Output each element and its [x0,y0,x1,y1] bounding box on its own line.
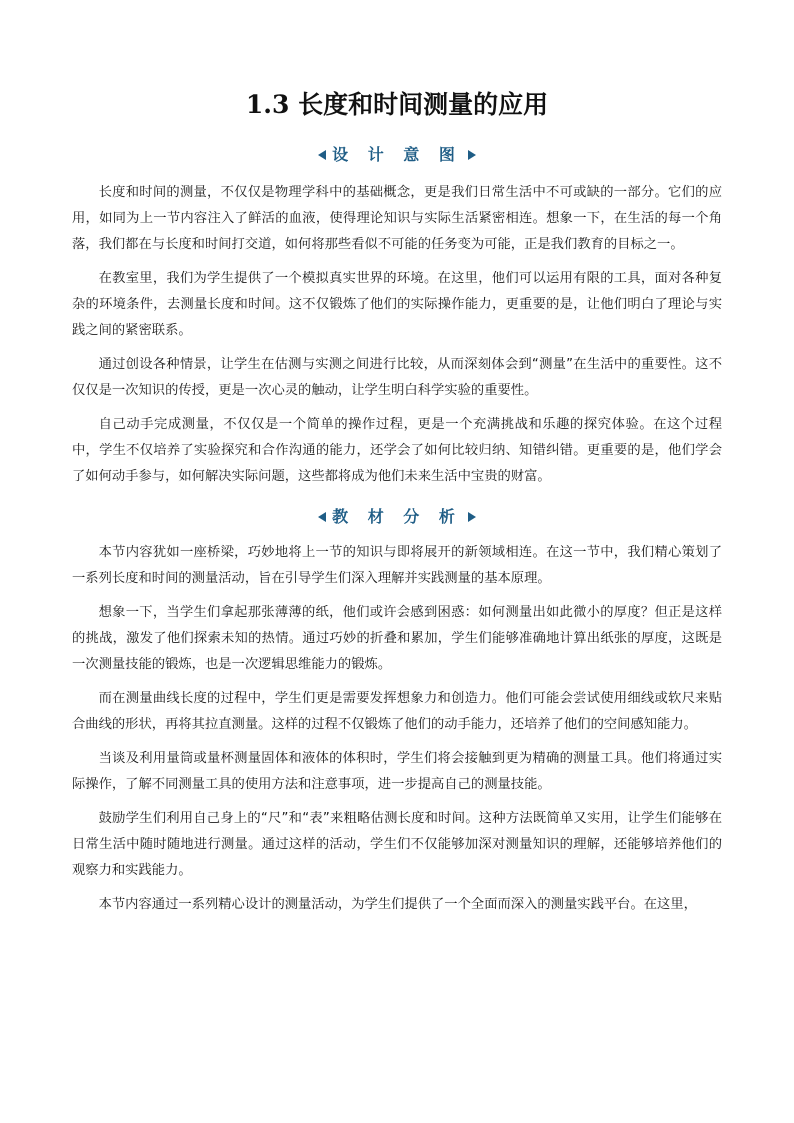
paragraph: 想象一下，当学生们拿起那张薄薄的纸，他们或许会感到困惑：如何测量出如此微小的厚度？但正是这样的挑战，激发了他们探索未知的热情。通过巧妙的折叠和累加，学生们能够准确地计算出纸张的厚度，这既是一次测量技能的锻炼，也是一次逻辑思维能力的锻炼。 [72,605,722,672]
paragraph: 而在测量曲线长度的过程中，学生们更是需要发挥想象力和创造力。他们可能会尝试使用细线或软尺来贴合曲线的形状，再将其拉直测量。这样的过程不仅锻炼了他们的动手能力，还培养了他们的空间感知能力。 [72,691,722,732]
section-heading-design-intent [72,144,722,166]
paragraph: 长度和时间的测量，不仅仅是物理学科中的基础概念，更是我们日常生活中不可或缺的一部分。它们的应用，如同为上一节内容注入了鲜活的血液，使得理论知识与实际生活紧密相连。想象一下，在生活的每一个角落，我们都在与长度和时间打交道，如何将那些看似不可能的任务变为可能，正是我们教育的目标之一。 [72,185,722,252]
paragraph: 鼓励学生们利用自己身上的“尺”和“表”来粗略估测长度和时间。这种方法既简单又实用，让学生们能够在日常生活中随时随地进行测量。通过这样的活动，学生们不仅能够加深对测量知识的理解，还能够培养他们的观察力和实践能力。 [72,811,722,878]
section-body-design-intent [72,180,722,490]
paragraph: 自己动手完成测量，不仅仅是一个简单的操作过程，更是一个充满挑战和乐趣的探究体验。在这个过程中，学生不仅培养了实验探究和合作沟通的能力，还学会了如何比较归纳、知错纠错。更重要的是，他们学会了如何动手参与，如何解决实际问题，这些都将成为他们未来生活中宝贵的财富。 [72,417,722,484]
section-heading-label: 设 计 意 图 [332,145,462,164]
triangle-right-icon [468,512,476,522]
triangle-left-icon [318,150,326,160]
paragraph: 通过创设各种情景，让学生在估测与实测之间进行比较，从而深刻体会到“测量”在生活中的重要性。这不仅仅是一次知识的传授，更是一次心灵的触动，让学生明白科学实验的重要性。 [72,357,722,398]
section-body-material-analysis [72,540,722,918]
section-heading-material-analysis [72,506,722,528]
paragraph: 当谈及利用量筒或量杯测量固体和液体的体积时，学生们将会接触到更为精确的测量工具。他们将通过实际操作，了解不同测量工具的使用方法和注意事项，进一步提高自己的测量技能。 [72,751,722,792]
triangle-left-icon [318,512,326,522]
triangle-right-icon [468,150,476,160]
page-title: 1.3 长度和时间测量的应用 [245,90,549,119]
section-heading-label: 教 材 分 析 [332,507,462,526]
paragraph: 在教室里，我们为学生提供了一个模拟真实世界的环境。在这里，他们可以运用有限的工具，面对各种复杂的环境条件，去测量长度和时间。这不仅锻炼了他们的实际操作能力，更重要的是，让他们明白了理论与实践之间的紧密联系。 [72,271,722,338]
paragraph: 本节内容犹如一座桥梁，巧妙地将上一节的知识与即将展开的新领域相连。在这一节中，我们精心策划了一系列长度和时间的测量活动，旨在引导学生们深入理解并实践测量的基本原理。 [72,545,722,586]
paragraph: 本节内容通过一系列精心设计的测量活动，为学生们提供了一个全面而深入的测量实践平台。在这里， [98,897,697,912]
